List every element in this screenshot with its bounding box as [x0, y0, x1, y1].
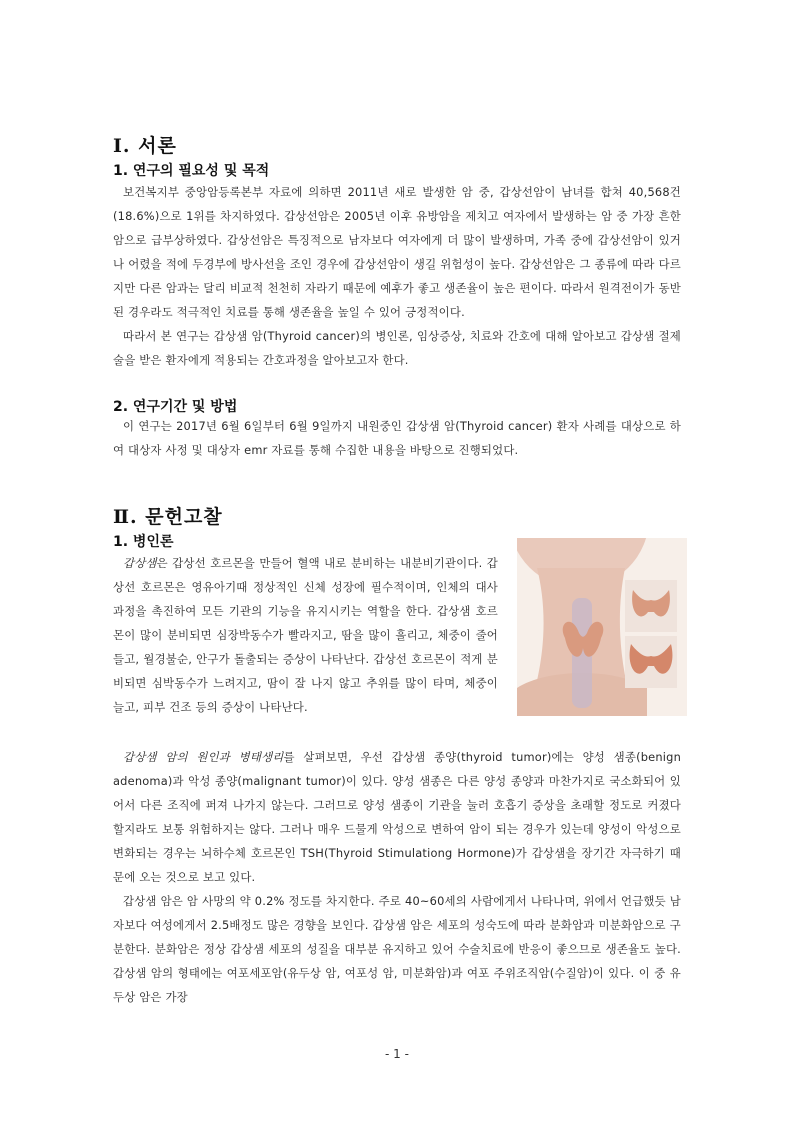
paragraph-method [113, 414, 681, 462]
subsection-1-1-heading: 1. 연구의 필요성 및 목적 [113, 163, 270, 179]
paragraph-pathophysiology [113, 745, 681, 889]
etiology-emphasis: 갑상샘 [123, 556, 157, 570]
section-2-heading: Ⅱ. 문헌고찰 [113, 506, 223, 528]
paragraph-purpose [113, 324, 681, 372]
paragraph-epidemiology-text: 갑상샘 암은 암 사망의 약 0.2% 정도를 차지한다. 주로 40~60세의 사람에게서 나타나며, 위에서 언급했듯 남자보다 여성에게서 2.5배정도 많은 경향을 보인다. 갑상샘 암은 세포의 성숙도에 따라 분화암과 미분화암으로 구분한다. 분화암은 정상 갑상샘 세포의 성질을 대부분 유지하고 있어 수술치료에 반응이 좋으므로 생존율도 높다. 갑상샘 암의 형태에는 여포세포암(유두상 암, 여포성 암, 미분화암)과 여포 주위조직암(수질암)이 있다. 이 중 유두상 암은 가장 [113, 894, 681, 1004]
paragraph-method-text: 이 연구는 2017년 6월 6일부터 6월 9일까지 내원중인 갑상샘 암(Thyroid cancer) 환자 사례를 대상으로 하여 대상자 사정 및 대상자 emr 자료를 통해 수집한 내용을 바탕으로 진행되었다. [113, 419, 681, 457]
paragraph-purpose-text: 따라서 본 연구는 갑상샘 암(Thyroid cancer)의 병인론, 임상증상, 치료와 간호에 대해 알아보고 갑상샘 절제술을 받은 환자에게 적용되는 간호과정을 알아보고자 한다. [113, 329, 681, 367]
paragraph-pathophysiology-text: 를 살펴보면, 우선 갑상샘 종양(thyroid tumor)에는 양성 샘종(benign adenoma)과 악성 종양(malignant tumor)이 있다. 양성 샘종은 다른 양성 종양과 마찬가지로 국소화되어 있어서 다른 조직에 퍼져 나가지 않는다. 그러므로 양성 샘종이 기관을 눌러 호흡기 증상을 초래할 정도로 커졌다 할지라도 보통 위험하지는 않다. 그러나 매우 드물게 악성으로 변하여 암이 되는 경우가 있는데 양성이 악성으로 변화되는 경우는 뇌하수체 호르몬인 TSH(Thyroid Stimulationg Hormone)가 갑상샘을 장기간 자극하기 때문에 오는 것으로 보고 있다. [113, 750, 681, 884]
subsection-2-1-heading: 1. 병인론 [113, 534, 174, 550]
paragraph-background [113, 180, 681, 324]
paragraph-etiology [113, 551, 498, 719]
section-1-heading: Ⅰ. 서론 [113, 135, 177, 157]
subsection-1-2-heading: 2. 연구기간 및 방법 [113, 399, 238, 415]
page-number: - 1 - [385, 1047, 409, 1061]
thyroid-illustration [517, 538, 687, 716]
paragraph-epidemiology [113, 889, 681, 1009]
paragraph-background-text: 보건복지부 중앙암등록본부 자료에 의하면 2011년 새로 발생한 암 중, 갑상선암이 남녀를 합쳐 40,568건(18.6%)으로 1위를 차지하였다. 갑상선암은 2005년 이후 유방암을 제치고 여자에서 발생하는 암 중 가장 흔한 암으로 급부상하였다. 갑상선암은 특징적으로 남자보다 여자에게 더 많이 발생하며, 가족 중에 갑상선암이 있거나 어렸을 적에 두경부에 방사선을 조인 경우에 갑상선암이 생길 위험성이 높다. 갑상선암은 그 종류에 따라 다르지만 다른 암과는 달리 비교적 천천히 자라기 때문에 예후가 좋고 생존율이 높은 편이다. 따라서 원격전이가 동반된 경우라도 적극적인 치료를 통해 생존율을 높일 수 있어 긍정적이다. [113, 185, 681, 319]
pathophysiology-emphasis: 갑상샘 암의 원인과 병태생리 [123, 750, 284, 764]
paragraph-etiology-text: 은 갑상선 호르몬을 만들어 혈액 내로 분비하는 내분비기관이다. 갑상선 호르몬은 영유아기때 정상적인 신체 성장에 필수적이며, 인체의 대사 과정을 촉진하여 모든 기관의 기능을 유지시키는 역할을 한다. 갑상샘 호르몬이 많이 분비되면 심장박동수가 빨라지고, 땀을 많이 흘리고, 체중이 줄어들고, 월경불순, 안구가 돌출되는 증상이 나타난다. 갑상선 호르몬이 적게 분비되면 심박동수가 느려지고, 땀이 잘 나지 않고 추위를 많이 타며, 체중이 늘고, 피부 건조 등의 증상이 나타난다. [113, 556, 498, 714]
